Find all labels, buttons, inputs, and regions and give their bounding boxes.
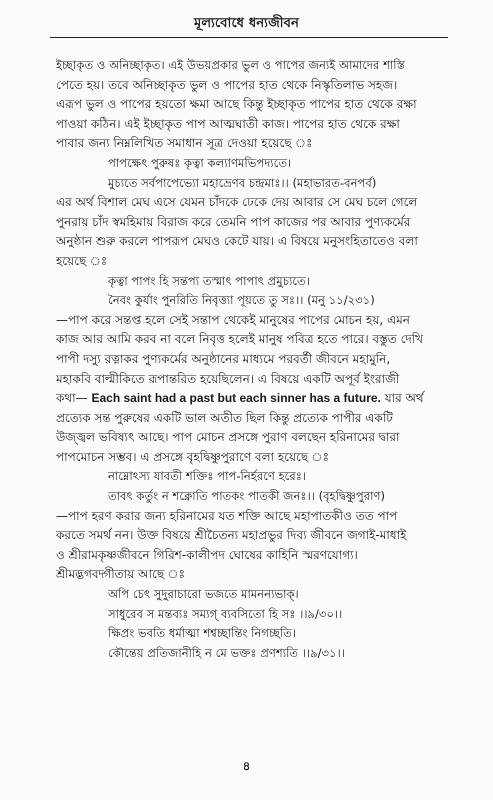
- text-line-4: পাওয়া কঠিন। এই ইচ্ছাকৃত পাপ আত্মঘাতী কাজ। পাপের হাত থেকে রক্ষা: [56, 116, 400, 131]
- page-number: ৪: [242, 759, 251, 773]
- text-line-9: হয়েছে ঃ: [56, 253, 108, 268]
- text-line-19: ও শ্রীরামকৃষ্ণজীবনে গিরিশ-কালীপদ ঘোষের কাহিনি স্মরণযোগ্য।: [56, 547, 358, 562]
- text-line-3: এরূপ ভুল ও পাপের হয়তো ক্ষমা আছে কিন্তু ইচ্ছাকৃত পাপের হাত থেকে রক্ষা: [56, 97, 417, 112]
- text-line-5: পাবার জন্য নিম্নলিখিত সমাধান সূত্র দেওয়া হয়েছে ঃ: [56, 136, 313, 151]
- verse-line-4: নৈবং কুর্যাং পুনরিতি নিবৃত্ত্যা পূয়তে তু সঃ।। (মনু ১১/২৩১): [108, 293, 375, 308]
- page-body: [56, 56, 442, 663]
- text-line-16: পাপমোচন সম্ভব। এ প্রসঙ্গে বৃহদ্বিষ্ণুপুরাণে বলা হয়েছে ঃ: [56, 449, 330, 464]
- text-line-20: শ্রীমদ্ভগবদ্গীতায় আছে ঃ: [56, 567, 186, 582]
- verse-line-3: কৃত্বা পাপং হি সন্তপ্য তস্মাৎ পাপাৎ প্রমুচ্যতে।: [108, 273, 310, 288]
- verse-line-7: অপি চেৎ সুদুরাচারো ভজতে মামনন্যভাক্।: [108, 587, 299, 602]
- verse-line-10: কৌন্তেয় প্রতিজানীহি ন মে ভক্তঃ প্রণশ্যতি ।।৯/৩১।।: [108, 645, 345, 660]
- text-line-2: পেতে হয়। তবে অনিচ্ছাকৃত ভুল ও পাপের হাত থেকে নিস্কৃতিলাভ সহজ।: [56, 77, 398, 92]
- text-line-1: ইচ্ছাকৃত ও অনিচ্ছাকৃত। এই উভয়প্রকার ভুল ও পাপের জন্যই আমাদের শাস্তি: [56, 58, 405, 72]
- verse-line-5: নাম্নোঽস্য যাবতী শক্তিঃ পাপ-নির্হরণে হরেঃ।: [108, 469, 307, 484]
- text-line-6: এর অর্থ বিশাল মেঘ এসে যেমন চাঁদকে ঢেকে দেয় আবার সে মেঘ চলে গেলে: [56, 195, 418, 210]
- text-line-13: মহাকবি বাল্মীকিতে রূপান্তরিত হয়েছিলেন। এ বিষয়ে একটি অপূর্ব ইংরাজী: [56, 371, 400, 386]
- text-line-17: —পাপ হরণ করার জন্য হরিনামের যত শক্তি আছে মহাপাতকীও তত পাপ: [56, 508, 398, 523]
- verse-line-9: ক্ষিপ্রং ভবতি ধর্মাত্মা শশ্বচ্ছান্তিং নিগচ্ছতি।: [108, 626, 297, 641]
- english-quote: Each saint had a past but each sinner has a future.: [91, 391, 381, 406]
- header-rule: [50, 37, 448, 38]
- verse-line-6: তাবৎ কর্তুং ন শক্নোতি পাতকং পাতকী জনঃ।। (বৃহদ্বিষ্ণুপুরাণ): [108, 489, 386, 504]
- english-line-suffix: যার অর্থ: [380, 391, 424, 406]
- text-line-8: অনুষ্ঠান শুরু করলে পাপরূপ মেঘও কেটে যায়। এ বিষয়ে মনুসংহিতাতেও বলা: [56, 234, 418, 249]
- text-line-11: কাজ আর আমি করব না বলে নিবৃত্ত হলেই মানুষ পবিত্র হতে পারে। বস্তুত দেখি: [56, 332, 424, 347]
- text-line-12: পাপী দস্যু রত্নাকর পুণ্যকর্মের অনুষ্ঠানের মাধ্যমে পরবর্তী জীবনে মহামুনি,: [56, 351, 391, 366]
- text-line-14: প্রত্যেক সন্ত পুরুষের একটি ভাল অতীত ছিল কিন্তু প্রত্যেক পাপীর একটি: [56, 410, 393, 425]
- verse-line-1: পাপক্ষেৎ পুরুষঃ কৃত্বা কল্যাণমভিপদ্যতে।: [108, 155, 292, 170]
- text-line-7: পুনরায় চাঁদ স্বমহিমায় বিরাজ করে তেমনি পাপ কাজের পর আবার পুণ্যকর্মের: [56, 214, 411, 229]
- text-line-10: —পাপ করে সন্তপ্ত হলে সেই সন্তাপ থেকেই মানুষের পাপের মোচন হয়, এমন: [56, 312, 410, 327]
- text-line-18: করতে সমর্থ নন। উক্ত বিষয়ে শ্রীচৈতন্য মহাপ্রভুর দিব্য জীবনে জগাই-মাধাই: [56, 528, 407, 543]
- running-header: মূল্যবোধে ধন্যজীবন: [193, 16, 300, 31]
- verse-line-2: মুচ্যতে সর্বপাপেভ্যো মহাভ্রেণব চন্দ্রমাঃ।। (মহাভারত-বনপর্ব): [108, 175, 377, 190]
- english-line-prefix: কথা—: [56, 391, 92, 406]
- verse-line-8: সাধুরেব স মন্তব্যঃ সম্যগ্ ব্যবসিতো হি সঃ ।।৯/৩০।।: [108, 606, 343, 621]
- text-line-15: উজ্জ্বল ভবিষ্যৎ আছে। পাপ মোচন প্রসঙ্গে পুরাণ বলছেন হরিনামের দ্বারা: [56, 430, 400, 445]
- english-quote-line: [56, 389, 442, 409]
